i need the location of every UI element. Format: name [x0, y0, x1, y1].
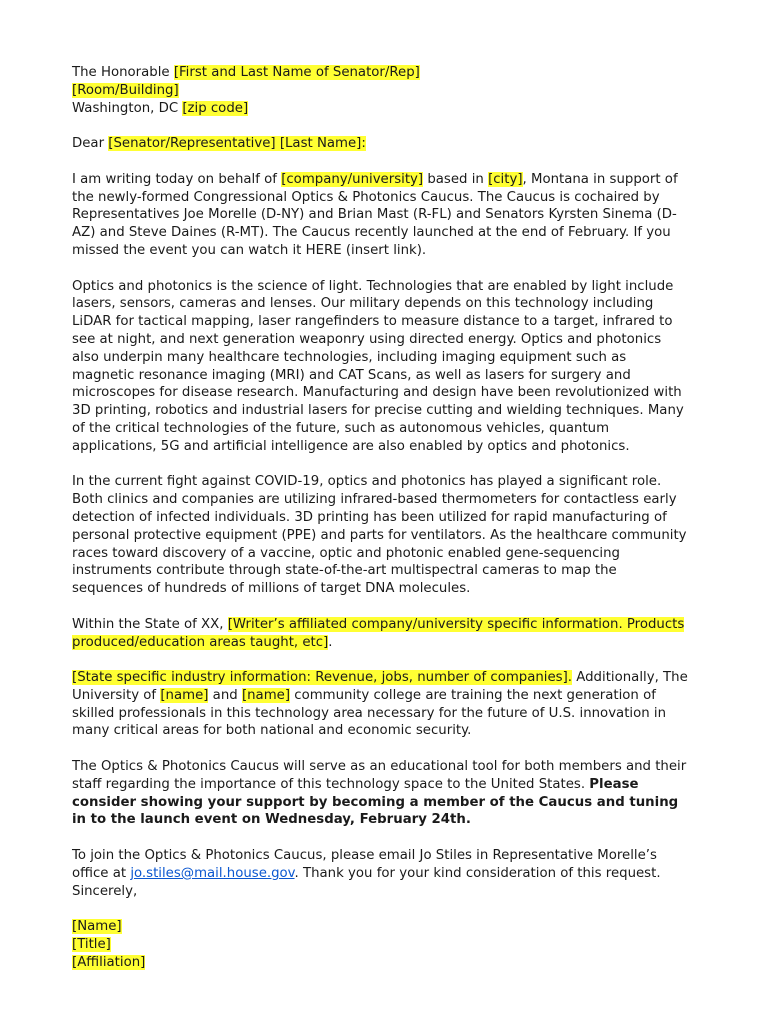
letter-page: [72, 64, 722, 989]
state-paragraph: Within the State of XX, [Writer’s affiliated company/university specific information. Products produced/education areas taught, etc].: [72, 616, 685, 650]
signature-title-placeholder: [Title]: [72, 937, 111, 953]
caucus-paragraph: The Optics & Photonics Caucus will serve as an educational tool for both members and their staff regarding the importance of this technology space to the United States. Please consider showing your support by becoming a member of the Caucus and tuning in to the launch event on Wednesday, February 24th.: [72, 758, 722, 829]
recipient-name-placeholder: [First and Last Name of Senator/Rep]: [173, 65, 420, 80]
writer-info-placeholder-cont: produced/education areas taught, etc]: [72, 634, 329, 650]
signature-block: [72, 918, 722, 971]
intro-paragraph: I am writing today on behalf of [company/university] based in [city], Montana in support of the newly-formed Congressional Optics & Photonics Caucus. The Caucus is cochaired by Representatives Joe Morelle (D-NY) and Brian Mast (R-FL) and Senators Kyrsten Sinema (D- AZ) and Steve Daines (R-MT). The Caucus recently launched at the end of February. If you missed the event you can watch it HERE (insert link).: [72, 171, 678, 258]
call-to-action: Please: [589, 776, 639, 792]
address-line-3: Washington, DC [zip code]: [72, 100, 249, 116]
address-line-2: [72, 82, 722, 100]
closing-paragraph: To join the Optics & Photonics Caucus, please email Jo Stiles in Representative Morelle’s office at jo.stiles@mail.house.gov. Thank you for your kind consideration of this request. Sincerely,: [72, 847, 722, 900]
industry-info-placeholder: [State specific industry information: Revenue, jobs, number of companies].: [72, 670, 573, 686]
zip-placeholder: [zip code]: [182, 100, 249, 116]
covid-paragraph: In the current fight against COVID-19, optics and photonics has played a significant role. Both clinics and companies are utilizing infrared-based thermometers for contactless early detection of infected individuals. 3D printing has been utilized for rapid manufacturing of personal protective equipment (PPE) and parts for ventilators. As the healthcare community races toward discovery of a vaccine, optic and photonic enabled gene-sequencing instruments contribute through state-of-the-art multispectral cameras to map the sequences of hundreds of millions of target DNA molecules.: [72, 474, 687, 597]
call-to-action-line-3: in to the launch event on Wednesday, February 24th.: [72, 812, 471, 828]
writer-info-placeholder: [Writer’s affiliated company/university specific information. Products: [227, 616, 685, 632]
email-link[interactable]: jo.stiles@mail.house.gov: [130, 865, 295, 881]
signature-name-placeholder: [Name]: [72, 919, 122, 935]
recipient-address: [72, 64, 722, 117]
salutation: Dear [Senator/Representative] [Last Name]:: [72, 136, 366, 152]
university-name-placeholder: [name]: [160, 687, 209, 703]
industry-paragraph: [State specific industry information: Revenue, jobs, number of companies]. Additionally, The University of [name] and [name] community college are training the next generation of skilled professionals in this technology area necessary for the future of U.S. innovation in many critical areas for both national and economic security.: [72, 670, 688, 739]
sign-off: Sincerely,: [72, 883, 138, 899]
call-to-action-line-2: consider showing your support by becoming a member of the Caucus and tuning: [72, 794, 679, 810]
room-placeholder: [Room/Building]: [72, 82, 179, 98]
address-line-1: The Honorable [First and Last Name of Senator/Rep]: [72, 65, 420, 80]
signature-affiliation-placeholder: [Affiliation]: [72, 954, 146, 970]
city-placeholder: [city]: [488, 171, 523, 187]
salutation-placeholder: [Senator/Representative] [Last Name]:: [108, 136, 366, 152]
company-placeholder: [company/university]: [281, 171, 424, 187]
college-name-placeholder: [name]: [241, 687, 291, 703]
optics-paragraph: Optics and photonics is the science of light. Technologies that are enabled by light include lasers, sensors, cameras and lenses. Our military depends on this technology including LiDAR for tactical mapping, laser rangefinders to measure distance to a target, infrared to see at night, and next generation weaponry using directed energy. Optics and photonics also underpin many healthcare technologies, including imaging equipment such as magnetic resonance imaging (MRI) and CAT Scans, as well as lasers for surgery and microscopes for disease research. Manufacturing and design have been revolutionized with 3D printing, robotics and industrial lasers for precise cutting and wielding techniques. Many of the critical technologies of the future, such as autonomous vehicles, quantum applications, 5G and artificial intelligence are also enabled by optics and photonics.: [72, 278, 684, 454]
